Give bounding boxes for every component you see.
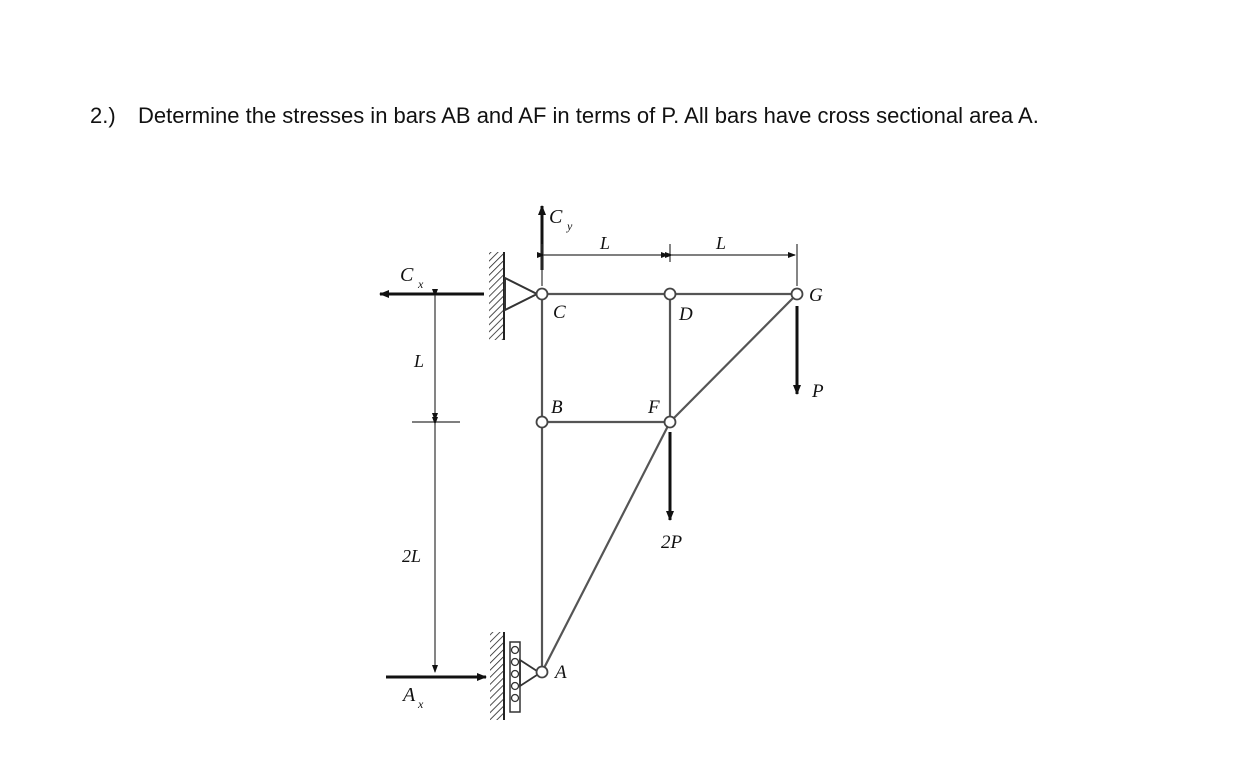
reaction-label-cx: C <box>400 264 414 286</box>
dim-label-side-top: L <box>414 351 425 371</box>
joint-f <box>665 417 676 428</box>
node-label-d: D <box>679 304 693 325</box>
joint-c <box>537 289 548 300</box>
problem-text: Determine the stresses in bars AB and AF in terms of P. All bars have cross sectional area A. <box>138 103 1039 128</box>
problem-number: 2.) <box>90 103 116 128</box>
node-label-c: C <box>553 302 566 323</box>
load-label-2p: 2P <box>661 532 683 553</box>
joint-a <box>537 667 548 678</box>
node-label-a: A <box>555 662 567 683</box>
joint-g <box>792 289 803 300</box>
reaction-sub-ax: x <box>418 697 424 711</box>
node-label-f: F <box>648 397 660 418</box>
bar-fa <box>542 422 670 672</box>
roller-support-a <box>490 632 540 720</box>
load-label-p: P <box>812 381 824 402</box>
dim-label-side-bottom: 2L <box>402 546 422 566</box>
reaction-sub-cx: x <box>418 277 424 291</box>
joint-d <box>665 289 676 300</box>
reaction-label-cy: C <box>549 206 563 228</box>
dim-label-top-right: L <box>716 233 727 253</box>
pin-support-c <box>489 252 537 340</box>
reaction-sub-cy: y <box>567 219 573 233</box>
joint-b <box>537 417 548 428</box>
node-label-g: G <box>809 285 823 306</box>
reaction-label-ax: A <box>403 684 416 706</box>
dim-label-top-left: L <box>600 233 611 253</box>
dimension-lines <box>412 244 797 672</box>
node-label-b: B <box>551 397 563 418</box>
